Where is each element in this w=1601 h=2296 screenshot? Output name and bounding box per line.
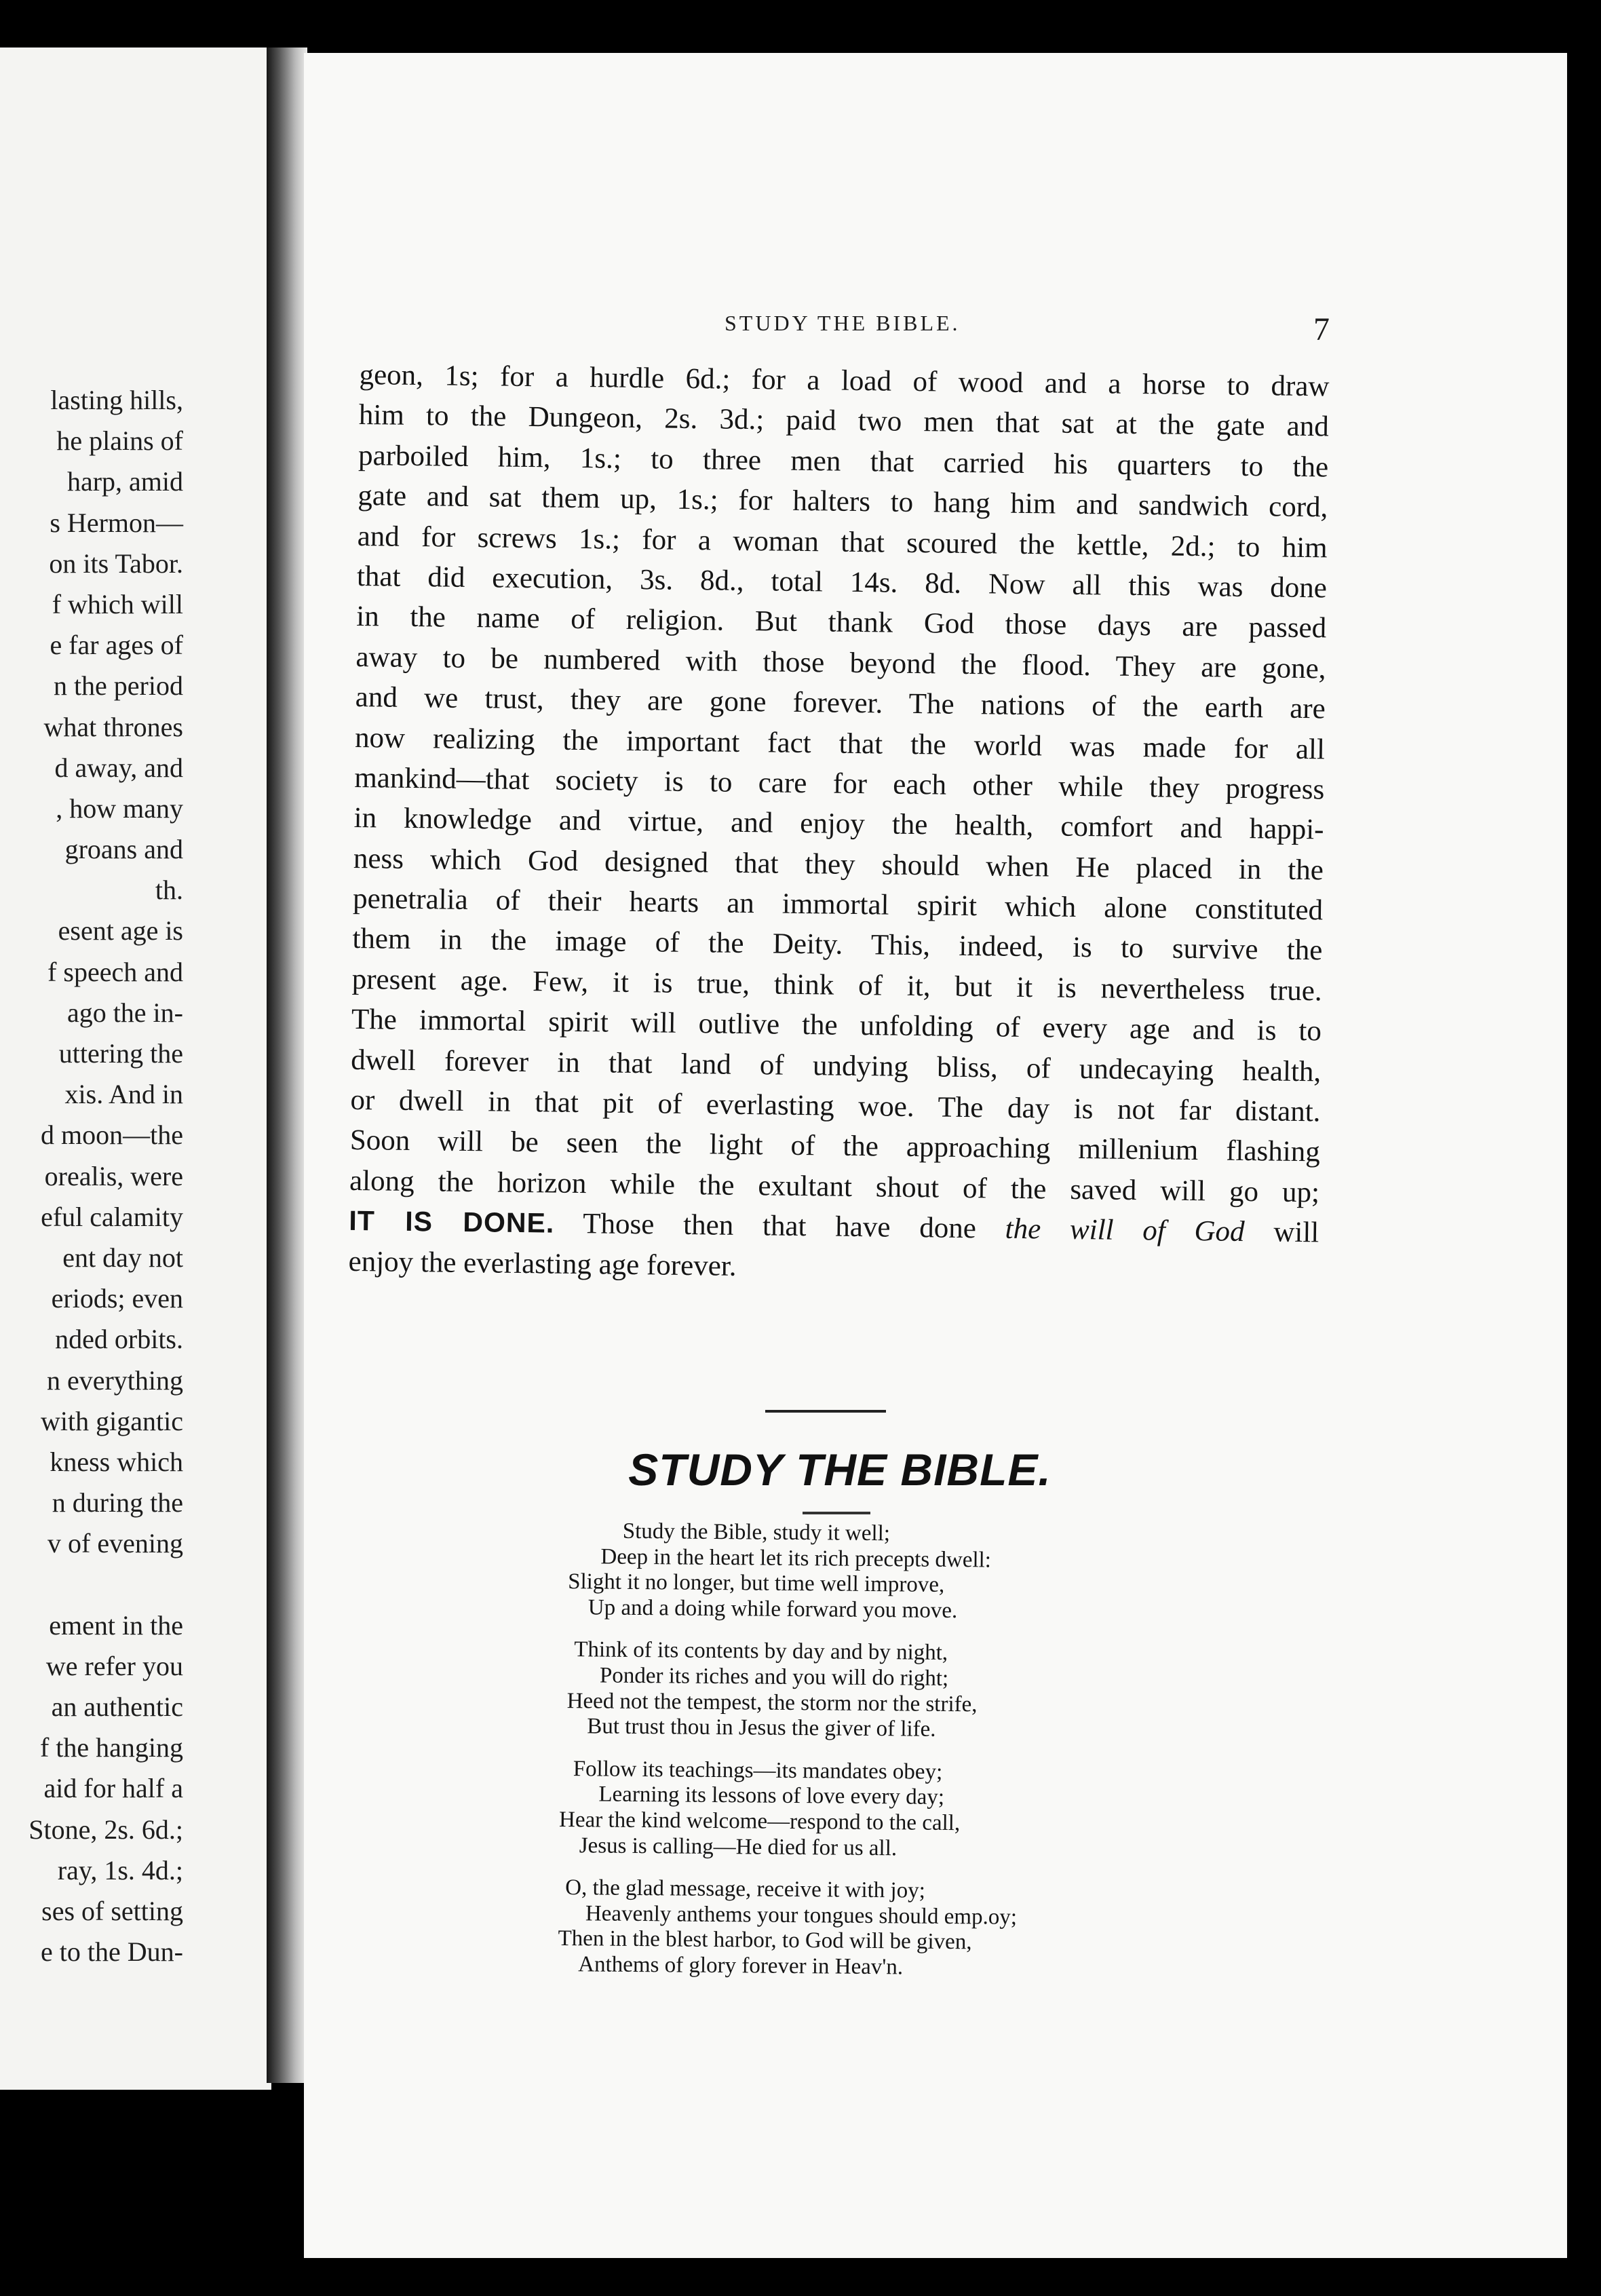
left-line: on its Tabor. <box>49 548 183 579</box>
left-line: xis. And in <box>64 1079 183 1110</box>
poem-line: Learning its lessons of love every day; <box>598 1782 945 1810</box>
body-line: him to the Dungeon, 2s. 3d.; paid two men that sat at the gate and <box>358 399 1330 443</box>
left-line: orealis, were <box>44 1160 183 1191</box>
left-line: what thrones <box>43 711 183 742</box>
body-line: penetralia of their hearts an immortal spirit which alone constituted <box>352 883 1324 927</box>
left-line: e to the Dun- <box>41 1936 183 1968</box>
left-line: uttering the <box>58 1038 183 1069</box>
poem <box>558 1518 1104 1999</box>
body-line: mankind—that society is to care for each other while they progress <box>354 761 1325 806</box>
left-line: s Hermon— <box>50 507 183 538</box>
poem-line: Ponder its riches and you will do right; <box>599 1663 949 1691</box>
right-page <box>304 53 1567 2258</box>
poem-stanza <box>558 1875 1101 1982</box>
poem-line: Anthems of glory forever in Heav'n. <box>578 1952 904 1980</box>
body-line: away to be numbered with those beyond the flood. They are gone, <box>355 640 1326 685</box>
body-line: in knowledge and virtue, and enjoy the health, comfort and happi- <box>353 802 1324 846</box>
poem-line: Jesus is calling—He died for us all. <box>579 1833 898 1860</box>
body-line-fragment: Those then that have done <box>554 1207 1005 1245</box>
left-line: d moon—the <box>41 1120 183 1151</box>
body-line: present age. Few, it is true, think of it, but it is nevertheless true. <box>351 963 1322 1008</box>
left-line: n the period <box>53 670 183 702</box>
body-line: them in the image of the Deity. This, indeed, is to survive the <box>352 923 1323 967</box>
body-line: now realizing the important fact that the world was made for all <box>354 721 1326 765</box>
body-line: and we trust, they are gone forever. The nations of the earth are <box>355 681 1326 725</box>
poem-line: Heavenly anthems your tongues should emp.oy; <box>585 1901 1018 1930</box>
body-italic-phrase: the will of God <box>1005 1212 1245 1248</box>
left-line: d away, and <box>54 752 183 783</box>
poem-stanza <box>559 1757 1102 1863</box>
left-line: harp, amid <box>66 466 183 497</box>
left-line: v of evening <box>47 1528 183 1559</box>
left-line: n everything <box>46 1364 183 1396</box>
poem-line: Study the Bible, study it well; <box>622 1518 891 1546</box>
body-line: ness which God designed that they should when He placed in the <box>353 842 1324 887</box>
left-line: eful calamity <box>41 1201 183 1232</box>
left-line: n during the <box>52 1487 183 1518</box>
book-gutter <box>267 47 307 2083</box>
left-line: lasting hills, <box>50 385 183 415</box>
left-line: kness which <box>50 1446 183 1477</box>
poem-line: Follow its teachings—its mandates obey; <box>573 1756 943 1784</box>
title-underline <box>803 1512 870 1514</box>
poem-line: O, the glad message, receive it with joy; <box>565 1875 925 1903</box>
poem-line: Think of its contents by day and by night, <box>574 1637 948 1666</box>
left-line: Stone, 2s. 6d.; <box>28 1814 183 1845</box>
body-text <box>348 355 1330 1293</box>
section-divider <box>765 1410 886 1413</box>
body-line: along the horizon while the exultant shout of the saved will go up; <box>349 1164 1320 1209</box>
left-line: groans and <box>64 834 183 865</box>
poem-line: But trust thou in Jesus the giver of life. <box>587 1714 936 1742</box>
body-line: in the name of religion. But thank God those days are passed <box>355 600 1327 645</box>
body-line: gate and sat them up, 1s.; for halters to hang him and sandwich cord, <box>358 480 1328 524</box>
poem-line: Deep in the heart let its rich precepts dwell: <box>600 1544 992 1573</box>
left-line: eriods; even <box>51 1283 183 1314</box>
poem-stanza <box>561 1518 1104 1625</box>
left-line: an authentic <box>51 1691 183 1722</box>
left-line <box>0 1564 183 1605</box>
body-line: or dwell in that pit of everlasting woe. The day is not far distant. <box>350 1084 1321 1128</box>
poem-stanza <box>560 1637 1103 1744</box>
body-line: and for screws 1s.; for a woman that scoured the kettle, 2d.; to him <box>357 520 1328 565</box>
left-line: ement in the <box>49 1609 183 1641</box>
left-line: nded orbits. <box>55 1324 183 1355</box>
left-line: , how many <box>56 792 183 824</box>
left-line: f which will <box>52 588 183 619</box>
body-line: parboiled him, 1s.; to three men that carried his quarters to the <box>358 439 1329 484</box>
poem-line: Slight it no longer, but time well improve, <box>568 1569 945 1598</box>
left-line: we refer you <box>45 1650 183 1681</box>
body-line-fragment: will <box>1244 1216 1319 1249</box>
body-line-final: enjoy the everlasting age forever. <box>348 1245 737 1282</box>
body-line: dwell forever in that land of undying bliss, of undecaying health, <box>351 1044 1322 1088</box>
body-line: geon, 1s; for a hurdle 6d.; for a load of wood and a horse to draw <box>359 358 1330 403</box>
left-line: he plains of <box>56 425 183 457</box>
left-line: e far ages of <box>50 630 183 661</box>
left-line: with gigantic <box>41 1405 183 1436</box>
running-head: STUDY THE BIBLE. <box>725 311 961 335</box>
poem-line: Then in the blest harbor, to God will be given, <box>558 1926 972 1955</box>
body-line: that did execution, 3s. 8d., total 14s. 8d. Now all this was done <box>356 560 1328 605</box>
left-line: th. <box>155 875 183 906</box>
body-line: The immortal spirit will outlive the unfolding of every age and is to <box>351 1003 1322 1048</box>
left-line: aid for half a <box>43 1773 183 1804</box>
it-is-done-caps: IT IS DONE. <box>349 1205 555 1239</box>
left-line: ent day not <box>62 1242 183 1273</box>
left-line: ray, 1s. 4d.; <box>57 1854 183 1886</box>
left-line: f speech and <box>47 956 183 987</box>
left-line: ago the in- <box>66 997 183 1028</box>
body-line: Soon will be seen the light of the approaching millenium flashing <box>349 1124 1321 1168</box>
poem-title: STUDY THE BIBLE. <box>628 1444 1052 1495</box>
poem-line: Hear the kind welcome—respond to the call, <box>558 1807 961 1836</box>
left-line: ses of setting <box>41 1895 183 1926</box>
left-page-text <box>0 380 183 1972</box>
left-line: esent age is <box>58 915 183 946</box>
left-facing-page <box>0 47 271 2090</box>
poem-line: Up and a doing while forward you move. <box>587 1595 958 1623</box>
page-number: 7 <box>1313 311 1330 347</box>
poem-line: Heed not the tempest, the storm nor the strife, <box>566 1688 978 1717</box>
left-line: f the hanging <box>39 1732 183 1763</box>
